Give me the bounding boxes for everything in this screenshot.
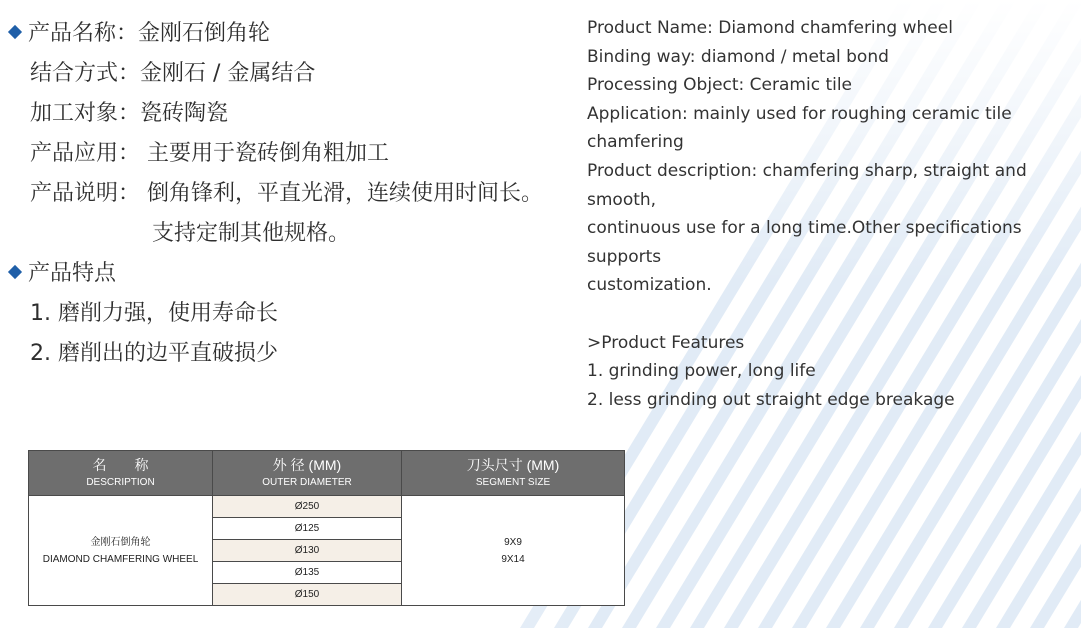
cn-feature-1: 1. 磨削力强，使用寿命长 xyxy=(30,301,278,326)
diameter-cell: Ø150 xyxy=(213,584,402,606)
en-application: Application: mainly used for roughing ceramic tile chamfering xyxy=(587,103,1012,153)
english-info xyxy=(587,14,1081,414)
chinese-info xyxy=(8,14,543,374)
diameter-cell: Ø250 xyxy=(213,496,402,518)
diameter-cell: Ø130 xyxy=(213,540,402,562)
en-feature-2: 2. less grinding out straight edge breakage xyxy=(587,389,955,410)
en-binding: Binding way: diamond / metal bond xyxy=(587,46,889,67)
en-description-1: Product description: chamfering sharp, straight and smooth, xyxy=(587,160,1027,210)
header-description: 名 称 DESCRIPTION xyxy=(29,451,213,496)
diameter-cell: Ø125 xyxy=(213,518,402,540)
en-product-name: Product Name: Diamond chamfering wheel xyxy=(587,18,953,38)
segment-cell xyxy=(402,496,625,606)
en-description-2: continuous use for a long time.Other specifications supports xyxy=(587,218,1022,267)
table-header-row xyxy=(29,451,625,496)
cn-product-name: 产品名称：金刚石倒角轮 xyxy=(28,21,271,46)
en-feature-1: 1. grinding power, long life xyxy=(587,361,816,382)
header-segment-size: 刀头尺寸 (MM) SEGMENT SIZE xyxy=(402,451,625,496)
diamond-bullet-icon xyxy=(8,25,22,39)
segment-size-2: 9X14 xyxy=(501,553,525,565)
spec-table xyxy=(28,450,625,606)
segment-size-1: 9X9 xyxy=(504,536,522,548)
cn-binding: 结合方式：金刚石 / 金属结合 xyxy=(30,61,316,86)
diamond-bullet-icon xyxy=(8,265,22,279)
product-name-cn: 金刚石倒角轮 xyxy=(90,536,151,548)
cn-features-title-line xyxy=(8,254,543,294)
cn-description: 产品说明： 倒角锋利，平直光滑，连续使用时间长。 xyxy=(30,181,543,206)
cn-application: 产品应用： 主要用于瓷砖倒角粗加工 xyxy=(30,141,389,166)
cn-features-title: 产品特点 xyxy=(28,261,117,286)
cn-feature-2: 2. 磨削出的边平直破损少 xyxy=(30,341,278,366)
cn-description-cont: 支持定制其他规格。 xyxy=(152,221,351,246)
product-name-cell xyxy=(29,496,213,606)
cn-object: 加工对象：瓷砖陶瓷 xyxy=(30,101,229,126)
table-row xyxy=(29,496,625,518)
en-features-title: >Product Features xyxy=(587,332,745,353)
en-object: Processing Object: Ceramic tile xyxy=(587,75,853,96)
header-outer-diameter: 外 径 (MM) OUTER DIAMETER xyxy=(213,451,402,496)
product-name-en: DIAMOND CHAMFERING WHEEL xyxy=(42,553,199,565)
en-description-3: customization. xyxy=(587,275,712,296)
cn-product-name-line xyxy=(8,14,543,54)
spacer xyxy=(587,300,1081,329)
diameter-cell: Ø135 xyxy=(213,562,402,584)
